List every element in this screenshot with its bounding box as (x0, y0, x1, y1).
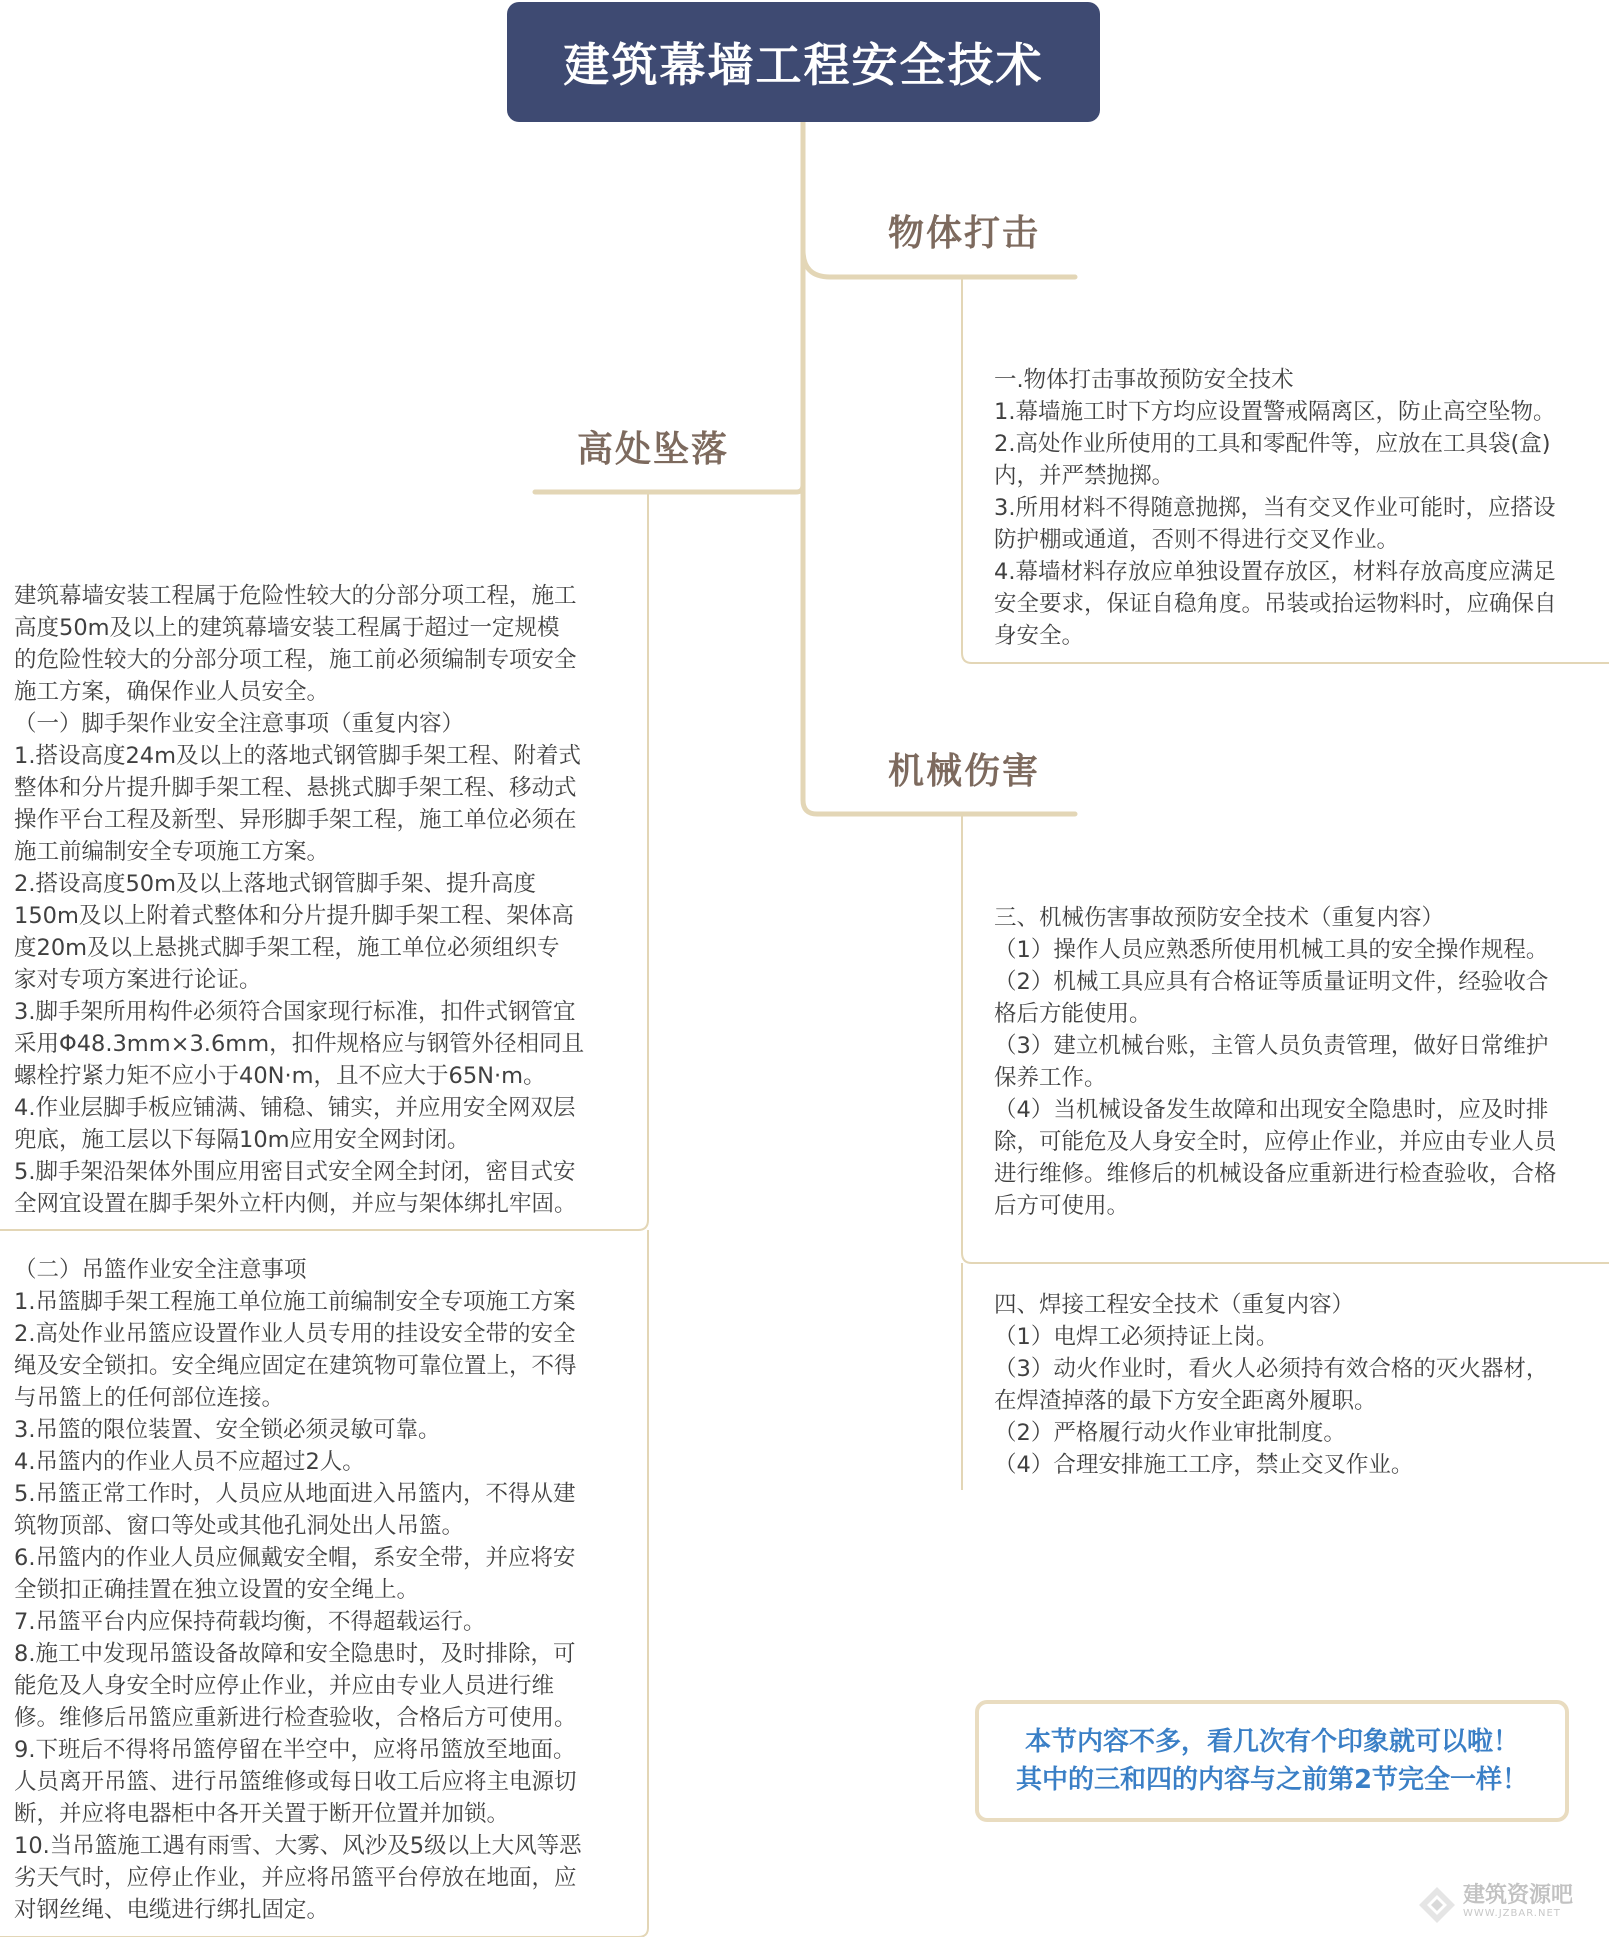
watermark-url: WWW.JZBAR.NET (1463, 1908, 1561, 1919)
root-topic[interactable] (507, 2, 1100, 122)
text-line: 家对专项方案进行论证。 (14, 967, 262, 993)
text-line: 1.搭设高度24m及以上的落地式钢管脚手架工程、附着式 (14, 743, 582, 769)
text-line: 高度50m及以上的建筑幕墙安装工程属于超过一定规模 (14, 615, 560, 641)
text-line: 进行维修。维修后的机械设备应重新进行检查验收，合格 (994, 1161, 1557, 1187)
text-line: （1）操作人员应熟悉所使用机械工具的安全操作规程。 (994, 937, 1549, 963)
watermark (1417, 1881, 1597, 1929)
text-line: 4.吊篮内的作业人员不应超过2人。 (14, 1449, 365, 1475)
branch-mechanical-title: 机械伤害 (888, 751, 1041, 792)
text-line: 四、焊接工程安全技术（重复内容） (994, 1292, 1355, 1318)
object-strike-text (994, 364, 1604, 652)
text-line: 施工方案，确保作业人员安全。 (14, 679, 330, 705)
text-line: （二）吊篮作业安全注意事项 (14, 1257, 307, 1283)
text-line: 防护棚或通道，否则不得进行交叉作业。 (994, 527, 1400, 553)
text-line: 整体和分片提升脚手架工程、悬挑式脚手架工程、移动式 (14, 775, 577, 801)
branch-mechanical-injury[interactable] (888, 743, 1040, 794)
text-line: 内，并严禁抛掷。 (994, 463, 1175, 489)
text-line: 格后方能使用。 (994, 1001, 1152, 1027)
text-line: （4）当机械设备发生故障和出现安全隐患时，应及时排 (994, 1097, 1549, 1123)
text-line: 对钢丝绳、电缆进行绑扎固定。 (14, 1897, 330, 1923)
text-line: 在焊渣掉落的最下方安全距离外履职。 (994, 1388, 1377, 1414)
text-line: 三、机械伤害事故预防安全技术（重复内容） (994, 905, 1445, 931)
fall-section-text (14, 580, 646, 1220)
root-title: 建筑幕墙工程安全技术 (563, 38, 1044, 92)
text-line: （2）机械工具应具有合格证等质量证明文件，经验收合 (994, 969, 1549, 995)
text-line: 后方可使用。 (994, 1193, 1130, 1219)
text-line: 断，并应将电器柜中各开关置于断开位置并加锁。 (14, 1801, 510, 1827)
text-line: 6.吊篮内的作业人员应佩戴安全帽，系安全带，并应将安 (14, 1545, 576, 1571)
text-line: 5.吊篮正常工作时，人员应从地面进入吊篮内，不得从建 (14, 1481, 576, 1507)
text-line: （3）建立机械台账，主管人员负责管理，做好日常维护 (994, 1033, 1549, 1059)
text-line: （一）脚手架作业安全注意事项（重复内容） (14, 711, 465, 737)
text-line: 3.脚手架所用构件必须符合国家现行标准，扣件式钢管宜 (14, 999, 576, 1025)
text-line: 3.吊篮的限位装置、安全锁必须灵敏可靠。 (14, 1417, 441, 1443)
welding-section-text (994, 1289, 1604, 1481)
text-line: （2）严格履行动火作业审批制度。 (994, 1420, 1346, 1446)
summary-note (975, 1700, 1569, 1822)
text-line: 2.搭设高度50m及以上落地式钢管脚手架、提升高度 (14, 871, 537, 897)
text-line: 施工前编制安全专项施工方案。 (14, 839, 330, 865)
text-line: 除，可能危及人身安全时，应停止作业，并应由专业人员 (994, 1129, 1557, 1155)
watermark-logo-icon (1417, 1885, 1457, 1925)
text-line: 度20m及以上悬挑式脚手架工程，施工单位必须组织专 (14, 935, 560, 961)
branch-object-strike-title: 物体打击 (888, 213, 1041, 254)
text-line: 人员离开吊篮、进行吊篮维修或每日收工后应将主电源切 (14, 1769, 577, 1795)
text-line: 建筑幕墙安装工程属于危险性较大的分部分项工程，施工 (14, 583, 577, 609)
text-line: 筑物顶部、窗口等处或其他孔洞处出人吊篮。 (14, 1513, 465, 1539)
text-line: 的危险性较大的分部分项工程，施工前必须编制专项安全 (14, 647, 577, 673)
mechanical-section-text (994, 902, 1604, 1222)
text-line: （3）动火作业时，看火人必须持有效合格的灭火器材， (994, 1356, 1549, 1382)
gondola-section-text (14, 1254, 646, 1926)
text-line: 身安全。 (994, 623, 1085, 649)
text-line: （1）电焊工必须持证上岗。 (994, 1324, 1279, 1350)
text-line: 采用Φ48.3mm×3.6mm，扣件规格应与钢管外径相同且 (14, 1031, 585, 1057)
text-line: 修。维修后吊篮应重新进行检查验收，合格后方可使用。 (14, 1705, 577, 1731)
text-line: 10.当吊篮施工遇有雨雪、大雾、风沙及5级以上大风等恶 (14, 1833, 582, 1859)
text-line: 7.吊篮平台内应保持荷载均衡，不得超载运行。 (14, 1609, 486, 1635)
text-line: 2.高处作业所使用的工具和零配件等，应放在工具袋(盒) (994, 431, 1551, 457)
text-line: 绳及安全锁扣。安全绳应固定在建筑物可靠位置上，不得 (14, 1353, 577, 1379)
branch-fall-from-height[interactable] (577, 421, 729, 472)
text-line: 操作平台工程及新型、异形脚手架工程，施工单位必须在 (14, 807, 577, 833)
branch-fall-title: 高处坠落 (577, 429, 730, 470)
text-line: 8.施工中发现吊篮设备故障和安全隐患时，及时排除，可 (14, 1641, 576, 1667)
text-line: 2.高处作业吊篮应设置作业人员专用的挂设安全带的安全 (14, 1321, 576, 1347)
text-line: 一.物体打击事故预防安全技术 (994, 367, 1294, 393)
text-line: 5.脚手架沿架体外围应用密目式安全网全封闭，密目式安 (14, 1159, 576, 1185)
watermark-text: 建筑资源吧 (1463, 1883, 1574, 1908)
text-line: 1.吊篮脚手架工程施工单位施工前编制安全专项施工方案 (14, 1289, 576, 1315)
note-line-1: 本节内容不多，看几次有个印象就可以啦！ (1024, 1727, 1519, 1757)
text-line: 螺栓拧紧力矩不应小于40N·m，且不应大于65N·m。 (14, 1063, 546, 1089)
text-line: 劣天气时，应停止作业，并应将吊篮平台停放在地面，应 (14, 1865, 577, 1891)
text-line: 4.幕墙材料存放应单独设置存放区，材料存放高度应满足 (994, 559, 1556, 585)
text-line: 与吊篮上的任何部位连接。 (14, 1385, 285, 1411)
text-line: 1.幕墙施工时下方均应设置警戒隔离区，防止高空坠物。 (994, 399, 1556, 425)
text-line: 能危及人身安全时应停止作业，并应由专业人员进行维 (14, 1673, 555, 1699)
text-line: 4.作业层脚手板应铺满、铺稳、铺实，并应用安全网双层 (14, 1095, 576, 1121)
text-line: 兜底，施工层以下每隔10m应用安全网封闭。 (14, 1127, 470, 1153)
text-line: （4）合理安排施工工序，禁止交叉作业。 (994, 1452, 1414, 1478)
text-line: 9.下班后不得将吊篮停留在半空中，应将吊篮放至地面。 (14, 1737, 576, 1763)
branch-object-strike[interactable] (888, 205, 1040, 256)
text-line: 3.所用材料不得随意抛掷，当有交叉作业可能时，应搭设 (994, 495, 1556, 521)
text-line: 全网宜设置在脚手架外立杆内侧，并应与架体绑扎牢固。 (14, 1191, 577, 1217)
note-line-2: 其中的三和四的内容与之前第2节完全一样！ (1015, 1765, 1529, 1795)
text-line: 150m及以上附着式整体和分片提升脚手架工程、架体高 (14, 903, 574, 929)
text-line: 全锁扣正确挂置在独立设置的安全绳上。 (14, 1577, 420, 1603)
text-line: 保养工作。 (994, 1065, 1107, 1091)
text-line: 安全要求，保证自稳角度。吊装或抬运物料时，应确保自 (994, 591, 1557, 617)
